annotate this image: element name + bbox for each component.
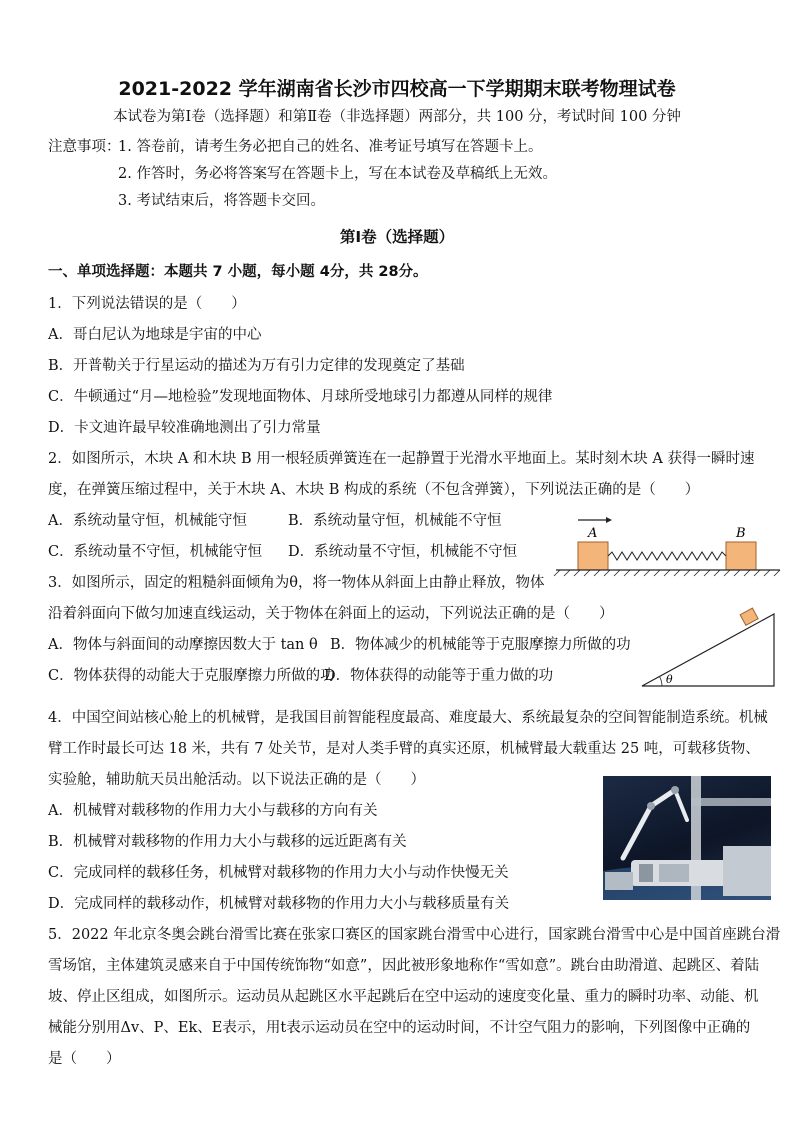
velocity-arrowhead: [606, 517, 612, 523]
q3-option-d: D．物体获得的动能等于重力做的功: [324, 668, 554, 684]
q2-option-b: B．系统动量守恒，机械能不守恒: [288, 513, 502, 529]
q5-line2: 雪场馆，主体建筑灵感来自于中国传统饰物“如意”，因此被形象地称作“雪如意”。跳台由助滑道、起跳区、着陆: [48, 958, 760, 974]
robotic-arm-photo: [603, 776, 771, 900]
q1-option-c: C．牛顿通过“月—地检验”发现地面物体、月球所受地球引力都遵从同样的规律: [48, 389, 553, 405]
q4-option-d: D．完成同样的载移动作，机械臂对载移物的作用力大小与载移质量有关: [48, 896, 510, 912]
notice-item-1: 1. 答卷前，请考生务必把自己的姓名、准考证号填写在答题卡上。: [118, 139, 543, 155]
exam-title: 2021-2022 学年湖南省长沙市四校高一下学期期末联考物理试卷: [118, 78, 676, 100]
notice-item-2: 2. 作答时，务必将答案写在答题卡上，写在本试卷及草稿纸上无效。: [118, 166, 557, 182]
q5-line5: 是（ ）: [48, 1051, 121, 1067]
q1-option-a: A．哥白尼认为地球是宇宙的中心: [48, 327, 262, 343]
q5-line1: 5．2022 年北京冬奥会跳台滑雪比赛在张家口赛区的国家跳台滑雪中心进行，国家跳台滑雪中心是中国首座跳台滑: [48, 927, 781, 943]
section-title: 第Ⅰ卷（选择题）: [339, 228, 455, 246]
q1-option-b: B．开普勒关于行星运动的描述为万有引力定律的发现奠定了基础: [48, 358, 465, 374]
q1-stem: 1．下列说法错误的是（ ）: [48, 296, 246, 312]
sliding-block: [740, 608, 758, 625]
q4-stem-line1: 4．中国空间站核心舱上的机械臂，是我国目前智能程度最高、难度最大、系统最复杂的空间智能制造系统。机械: [48, 710, 768, 726]
q3-option-a: A．物体与斜面间的动摩擦因数大于 tan θ: [48, 637, 318, 653]
part-heading: 一、单项选择题：本题共 7 小题，每小题 4分，共 28分。: [48, 264, 428, 280]
block-a-label: A: [588, 526, 598, 541]
spring: [608, 552, 726, 560]
q2-option-d: D．系统动量不守恒，机械能不守恒: [288, 544, 518, 560]
incline-figure: [640, 600, 780, 690]
q4-option-b: B．机械臂对载移物的作用力大小与载移的远近距离有关: [48, 834, 407, 850]
q1-option-d: D．卡文迪许最早较准确地测出了引力常量: [48, 420, 321, 436]
notice-label: 注意事项：: [48, 139, 121, 155]
q2-option-a: A．系统动量守恒，机械能守恒: [48, 513, 247, 529]
block-b-label: B: [736, 526, 746, 541]
q3-option-b: B．物体减少的机械能等于克服摩擦力所做的功: [330, 637, 631, 653]
incline-triangle: [642, 614, 774, 686]
angle-arc: [660, 677, 662, 686]
angle-label: θ: [666, 673, 673, 686]
q3-option-c: C．物体获得的动能大于克服摩擦力所做的功: [48, 668, 335, 684]
notice-item-3: 3. 考试结束后，将答题卡交回。: [118, 193, 325, 209]
q5-line3: 坡、停止区组成，如图所示。运动员从起跳区水平起跳后在空中运动的速度变化量、重力的瞬时功率、动能、机: [48, 989, 759, 1005]
q2-option-c: C．系统动量不守恒，机械能守恒: [48, 544, 263, 560]
spring-blocks-figure: [550, 512, 790, 582]
block-a: [578, 542, 608, 570]
q4-stem-line2: 臂工作时最长可达 18 米，共有 7 处关节，是对人类手臂的真实还原，机械臂最大载重达 25 吨，可载移货物、: [48, 741, 760, 757]
q4-option-a: A．机械臂对载移物的作用力大小与载移的方向有关: [48, 803, 378, 819]
ground-hatch: [554, 570, 780, 576]
q3-stem-line1: 3．如图所示，固定的粗糙斜面倾角为θ，将一物体从斜面上由静止释放，物体: [48, 575, 545, 591]
q2-stem-line1: 2．如图所示，木块 A 和木块 B 用一根轻质弹簧连在一起静置于光滑水平地面上。某时刻木块 A 获得一瞬时速: [48, 451, 755, 467]
q5-line4: 械能分别用Δv、P、Ek、E表示，用t表示运动员在空中的运动时间，不计空气阻力的影响，下列图像中正确的: [48, 1020, 751, 1036]
exam-intro: 本试卷为第Ⅰ卷（选择题）和第Ⅱ卷（非选择题）两部分，共 100 分，考试时间 100 分钟: [113, 109, 681, 125]
q2-stem-line2: 度，在弹簧压缩过程中，关于木块 A、木块 B 构成的系统（不包含弹簧），下列说法正确的是（ ）: [48, 482, 700, 498]
q4-stem-line3: 实验舱，辅助航天员出舱活动。以下说法正确的是（ ）: [48, 772, 425, 788]
q4-option-c: C．完成同样的载移任务，机械臂对载移物的作用力大小与动作快慢无关: [48, 865, 509, 881]
block-b: [726, 542, 756, 570]
q3-stem-line2: 沿着斜面向下做匀加速直线运动，关于物体在斜面上的运动，下列说法正确的是（ ）: [48, 606, 614, 622]
